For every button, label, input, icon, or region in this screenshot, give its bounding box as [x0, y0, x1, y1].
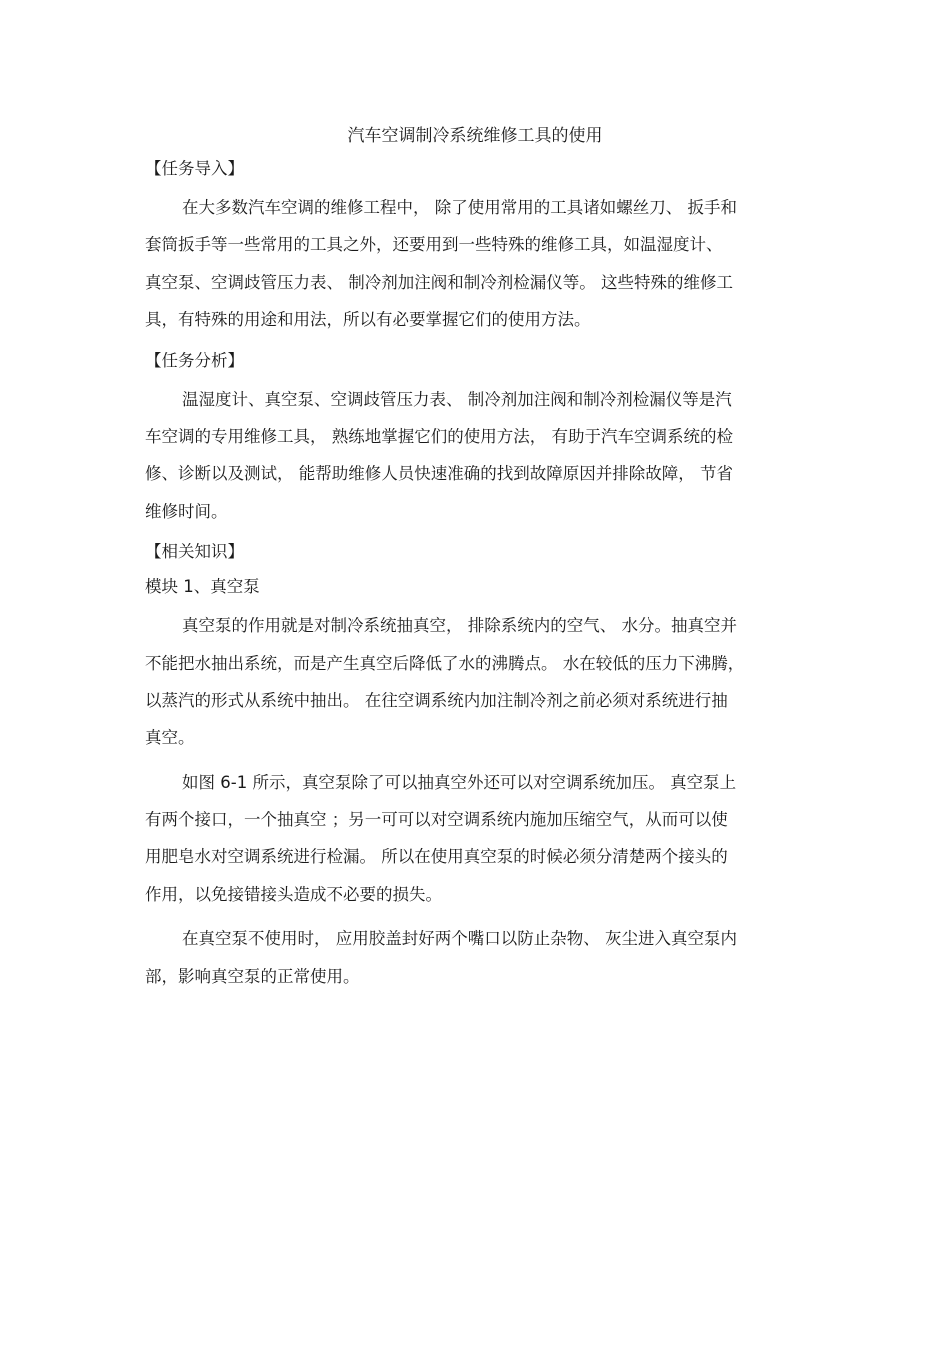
text-line: 在大多数汽车空调的维修工程中， 除了使用常用的工具诸如螺丝刀、 扳手和 — [182, 198, 737, 217]
document-body — [145, 122, 805, 1002]
module-title: 模块 1、真空泵 — [145, 577, 260, 597]
text-line: 真空泵、空调歧管压力表、 制冷剂加注阀和制冷剂检漏仪等。 这些特殊的维修工 — [145, 272, 733, 292]
section-heading-intro: 【任务导入】 — [145, 159, 244, 178]
text-line: 以蒸汽的形式从系统中抽出。 在往空调系统内加注制冷剂之前必须对系统进行抽 — [145, 690, 728, 710]
text-line: 真空。 — [145, 728, 195, 748]
knowledge-paragraph-2 — [145, 764, 805, 914]
text-line: 套筒扳手等一些常用的工具之外，还要用到一些特殊的维修工具，如温湿度计、 — [145, 235, 723, 255]
text-line: 不能把水抽出系统，而是产生真空后降低了水的沸腾点。 水在较低的压力下沸腾， — [145, 653, 745, 673]
text-line: 用肥皂水对空调系统进行检漏。 所以在使用真空泵的时候必须分清楚两个接头的 — [145, 847, 728, 867]
text-line: 维修时间。 — [145, 501, 228, 521]
text-line: 作用，以免接错接头造成不必要的损失。 — [145, 884, 442, 904]
section-heading-knowledge: 【相关知识】 — [145, 542, 244, 562]
text-line: 部，影响真空泵的正常使用。 — [145, 966, 360, 986]
knowledge-paragraph-1 — [145, 607, 805, 757]
analysis-paragraph — [145, 381, 805, 531]
intro-paragraph — [145, 189, 805, 339]
knowledge-paragraph-3 — [145, 920, 805, 995]
document-title: 汽车空调制冷系统维修工具的使用 — [347, 126, 603, 146]
text-line: 真空泵的作用就是对制冷系统抽真空， 排除系统内的空气、 水分。抽真空并 — [182, 616, 737, 636]
text-line: 车空调的专用维修工具， 熟练地掌握它们的使用方法， 有助于汽车空调系统的检 — [145, 426, 733, 446]
text-line: 温湿度计、真空泵、空调歧管压力表、 制冷剂加注阀和制冷剂检漏仪等是汽 — [182, 389, 732, 409]
text-line: 具，有特殊的用途和用法，所以有必要掌握它们的使用方法。 — [145, 310, 591, 330]
text-line: 有两个接口，一个抽真空 ；另一可可以对空调系统内施加压缩空气，从而可以使 — [145, 810, 728, 830]
section-heading-analysis: 【任务分析】 — [145, 350, 244, 370]
text-line: 修、诊断以及测试， 能帮助维修人员快速准确的找到故障原因并排除故障， 节省 — [145, 464, 733, 484]
text-line: 如图 6-1 所示，真空泵除了可以抽真空外还可以对空调系统加压。 真空泵上 — [182, 772, 737, 792]
text-line: 在真空泵不使用时， 应用胶盖封好两个嘴口以防止杂物、 灰尘进入真空泵内 — [182, 929, 737, 949]
